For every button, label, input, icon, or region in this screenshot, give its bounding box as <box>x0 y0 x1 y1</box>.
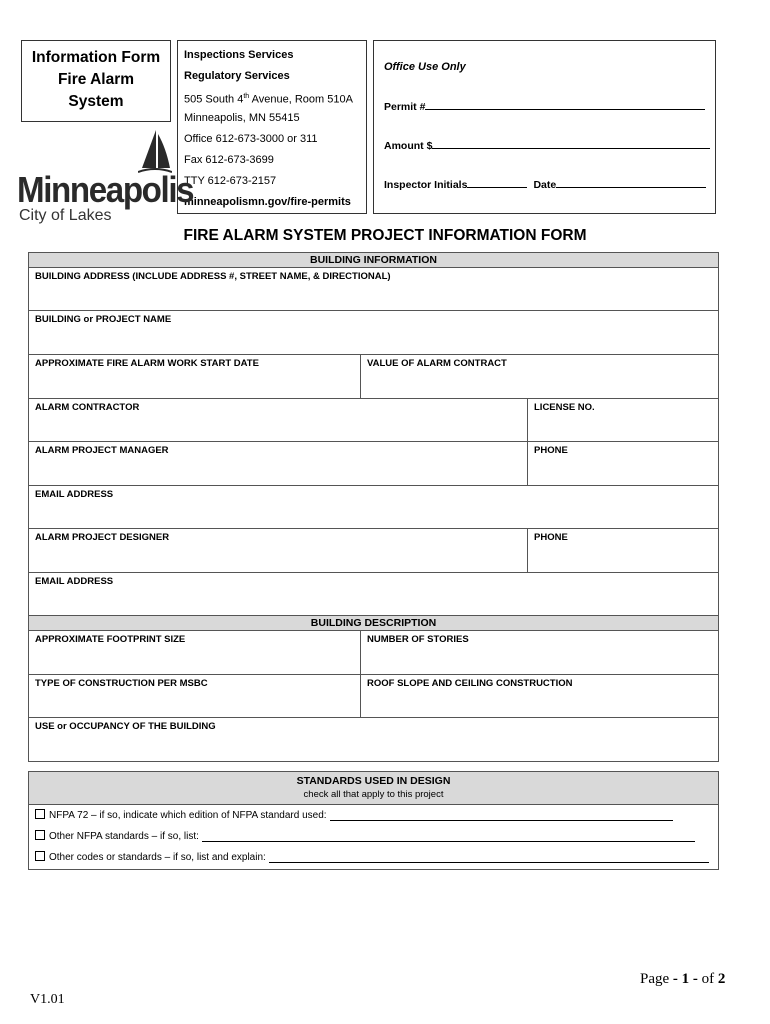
designer-row <box>29 529 718 573</box>
services-line-1: Inspections Services <box>184 49 294 61</box>
city-logo-tagline: City of Lakes <box>19 207 112 224</box>
services-office-phone: Office 612-673-3000 or 311 <box>184 133 318 145</box>
form-title-box <box>21 40 171 122</box>
footprint-size-field[interactable]: APPROXIMATE FOOTPRINT SIZE <box>35 634 186 645</box>
roof-ceiling-field[interactable]: ROOF SLOPE AND CEILING CONSTRUCTION <box>360 675 718 717</box>
standards-heading: STANDARDS USED IN DESIGN <box>296 775 451 787</box>
other-nfpa-list-field[interactable] <box>202 832 695 842</box>
license-number-field[interactable]: LICENSE NO. <box>527 399 718 441</box>
construction-type-field[interactable]: TYPE OF CONSTRUCTION PER MSBC <box>35 678 208 689</box>
other-codes-checkbox[interactable] <box>35 851 45 861</box>
date-label: Date <box>533 179 557 191</box>
services-fax: Fax 612-673-3699 <box>184 154 274 166</box>
project-manager-row <box>29 442 718 486</box>
project-manager-phone-field[interactable]: PHONE <box>527 442 718 485</box>
standards-item-other-nfpa <box>35 830 695 842</box>
construction-row <box>29 675 718 718</box>
building-description-heading: BUILDING DESCRIPTION <box>29 616 718 631</box>
building-occupancy-field[interactable]: USE or OCCUPANCY OF THE BUILDING <box>35 721 216 732</box>
other-codes-label: Other codes or standards – if so, list and explain: <box>49 852 266 863</box>
alarm-contractor-field[interactable]: ALARM CONTRACTOR <box>35 402 140 413</box>
designer-email-row <box>29 573 718 616</box>
contractor-row <box>29 399 718 442</box>
services-tty: TTY 612-673-2157 <box>184 175 277 187</box>
project-name-field[interactable]: BUILDING or PROJECT NAME <box>35 314 172 325</box>
form-title-line-3: System <box>68 93 124 110</box>
services-address: 505 South 4th Avenue, Room 510A <box>184 93 353 106</box>
page-number: Page - 1 - of 2 <box>640 971 726 987</box>
services-contact-box <box>177 40 367 214</box>
project-name-row <box>29 311 718 355</box>
occupancy-row <box>29 718 718 761</box>
standards-heading-box <box>29 772 718 805</box>
form-title-line-2: Fire Alarm <box>57 71 135 88</box>
other-codes-explain-field[interactable] <box>269 853 709 863</box>
pm-email-row <box>29 486 718 529</box>
project-manager-email-field[interactable]: EMAIL ADDRESS <box>35 489 114 500</box>
building-address-row <box>29 268 718 311</box>
version-label: V1.01 <box>30 992 65 1007</box>
nfpa72-edition-field[interactable] <box>330 811 673 821</box>
building-information-heading: BUILDING INFORMATION <box>29 253 718 268</box>
building-form <box>28 252 719 762</box>
inspector-initials-field[interactable]: Inspector Initials Date <box>384 177 706 191</box>
page-title: FIRE ALARM SYSTEM PROJECT INFORMATION FORM <box>183 227 587 244</box>
number-of-stories-field[interactable]: NUMBER OF STORIES <box>360 631 718 674</box>
services-line-2: Regulatory Services <box>184 70 290 82</box>
project-designer-email-field[interactable]: EMAIL ADDRESS <box>35 576 114 587</box>
project-designer-field[interactable]: ALARM PROJECT DESIGNER <box>35 532 170 543</box>
nfpa72-label: NFPA 72 – if so, indicate which edition of NFPA standard used: <box>49 810 327 821</box>
nfpa72-checkbox[interactable] <box>35 809 45 819</box>
services-website: minneapolismn.gov/fire-permits <box>184 196 351 208</box>
permit-field[interactable]: Permit # <box>384 99 705 113</box>
amount-field[interactable]: Amount $ <box>384 138 710 152</box>
project-manager-field[interactable]: ALARM PROJECT MANAGER <box>35 445 169 456</box>
contract-value-field[interactable]: VALUE OF ALARM CONTRACT <box>360 355 718 398</box>
standards-item-nfpa72 <box>35 809 673 821</box>
city-logo-name: Minneapolis <box>17 169 194 210</box>
services-city: Minneapolis, MN 55415 <box>184 112 300 124</box>
office-use-title: Office Use Only <box>384 61 466 73</box>
start-date-field[interactable]: APPROXIMATE FIRE ALARM WORK START DATE <box>35 358 259 369</box>
footprint-row <box>29 631 718 675</box>
standards-item-other-codes <box>35 851 709 863</box>
standards-section <box>28 771 719 870</box>
building-address-field[interactable]: BUILDING ADDRESS (INCLUDE ADDRESS #, STREET NAME, & DIRECTIONAL) <box>35 271 391 282</box>
office-use-box <box>373 40 716 214</box>
start-date-row <box>29 355 718 399</box>
form-title-line-1: Information Form <box>31 49 161 66</box>
other-nfpa-checkbox[interactable] <box>35 830 45 840</box>
standards-subheading: check all that apply to this project <box>303 789 444 800</box>
date-field[interactable] <box>556 177 706 188</box>
other-nfpa-label: Other NFPA standards – if so, list: <box>49 831 199 842</box>
project-designer-phone-field[interactable]: PHONE <box>527 529 718 572</box>
